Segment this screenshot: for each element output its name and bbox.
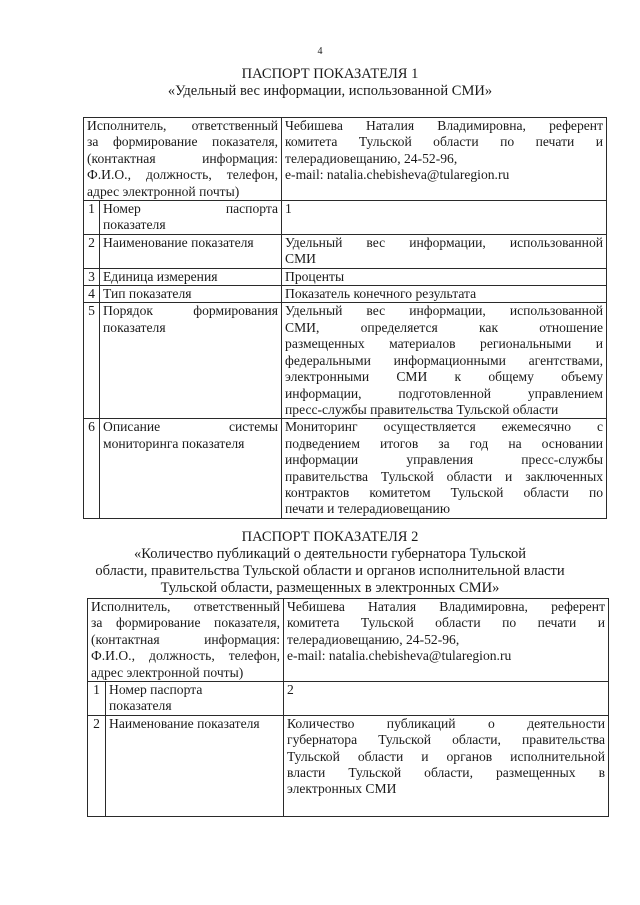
table-row: [84, 118, 607, 201]
row-value: Проценты: [282, 268, 607, 285]
executor-value: Чебишева Наталия Владимировна, референт комитета Тульской области по печати и телерадиовещанию, 24-52-96, e-mail: natalia.chebisheva@tularegion.ru: [282, 118, 607, 201]
executor-label: Исполнитель, ответственный за формирование показателя, (контактная информация: Ф.И.О., должность, телефон, адрес электронной почты): [84, 118, 282, 201]
row-value: Удельный вес информации, использованной СМИ, определяется как отношение размещенных материалов региональными и федеральными информационными агентствами, электронными СМИ к общему объему информации, подготовленной управлением пресс-службы правительства Тульской области: [282, 303, 607, 419]
row-label: Тип показателя: [100, 286, 282, 303]
row-label: Наименование показателя: [106, 715, 284, 816]
page-number: 4: [317, 46, 323, 57]
table-row: [88, 599, 609, 682]
row-number: 2: [88, 715, 106, 816]
row-value: Показатель конечного результата: [282, 286, 607, 303]
row-number: 2: [84, 234, 100, 268]
row-number: 6: [84, 419, 100, 518]
passport-1-heading: [60, 66, 600, 100]
passport-2-subtitle-line: «Количество публикаций о деятельности губернатора Тульской: [134, 546, 526, 562]
row-number: 5: [84, 303, 100, 419]
passport-1-table: [83, 117, 607, 519]
row-label: Описание системы мониторинга показателя: [100, 419, 282, 518]
table-row: [84, 286, 607, 303]
row-value: Удельный вес информации, использованной СМИ: [282, 234, 607, 268]
row-number: 3: [84, 268, 100, 285]
executor-value: Чебишева Наталия Владимировна, референт комитета Тульской области по печати и телерадиовещанию, 24-52-96, e-mail: natalia.chebisheva@tularegion.ru: [284, 599, 609, 682]
row-value: Мониторинг осуществляется ежемесячно с подведением итогов за год на основании информации управления пресс-службы правительства Тульской области и заключенных контрактов комитетом Тульской области по печати и телерадиовещанию: [282, 419, 607, 518]
row-number: 4: [84, 286, 100, 303]
table-row: [84, 234, 607, 268]
row-value: 1: [282, 201, 607, 235]
table-row: [84, 268, 607, 285]
table-row: [84, 419, 607, 518]
passport-1-subtitle: «Удельный вес информации, использованной СМИ»: [167, 83, 493, 99]
row-number: 1: [84, 201, 100, 235]
row-label: Номер паспорта показателя: [106, 682, 284, 716]
passport-2-title: ПАСПОРТ ПОКАЗАТЕЛЯ 2: [241, 529, 419, 545]
row-value: Количество публикаций о деятельности губернатора Тульской области, правительства Тульской области и органов исполнительной власти Тульской области, размещенных в электронных СМИ: [284, 715, 609, 816]
passport-2-subtitle-line: области, правительства Тульской области и органов исполнительной власти: [95, 563, 565, 579]
passport-1-title: ПАСПОРТ ПОКАЗАТЕЛЯ 1: [241, 66, 419, 82]
table-row: [84, 201, 607, 235]
table-row: [88, 715, 609, 816]
executor-label: Исполнитель, ответственный за формирование показателя, (контактная информация: Ф.И.О., должность, телефон, адрес электронной почты): [88, 599, 284, 682]
passport-2-table: [87, 598, 609, 817]
passport-2-heading: [50, 529, 610, 597]
row-label: Номер паспорта показателя: [100, 201, 282, 235]
passport-2-subtitle-line: Тульской области, размещенных в электронных СМИ»: [160, 580, 500, 596]
row-label: Порядок формирования показателя: [100, 303, 282, 419]
row-label: Единица измерения: [100, 268, 282, 285]
row-number: 1: [88, 682, 106, 716]
row-label: Наименование показателя: [100, 234, 282, 268]
row-value: 2: [284, 682, 609, 716]
table-row: [84, 303, 607, 419]
table-row: [88, 682, 609, 716]
